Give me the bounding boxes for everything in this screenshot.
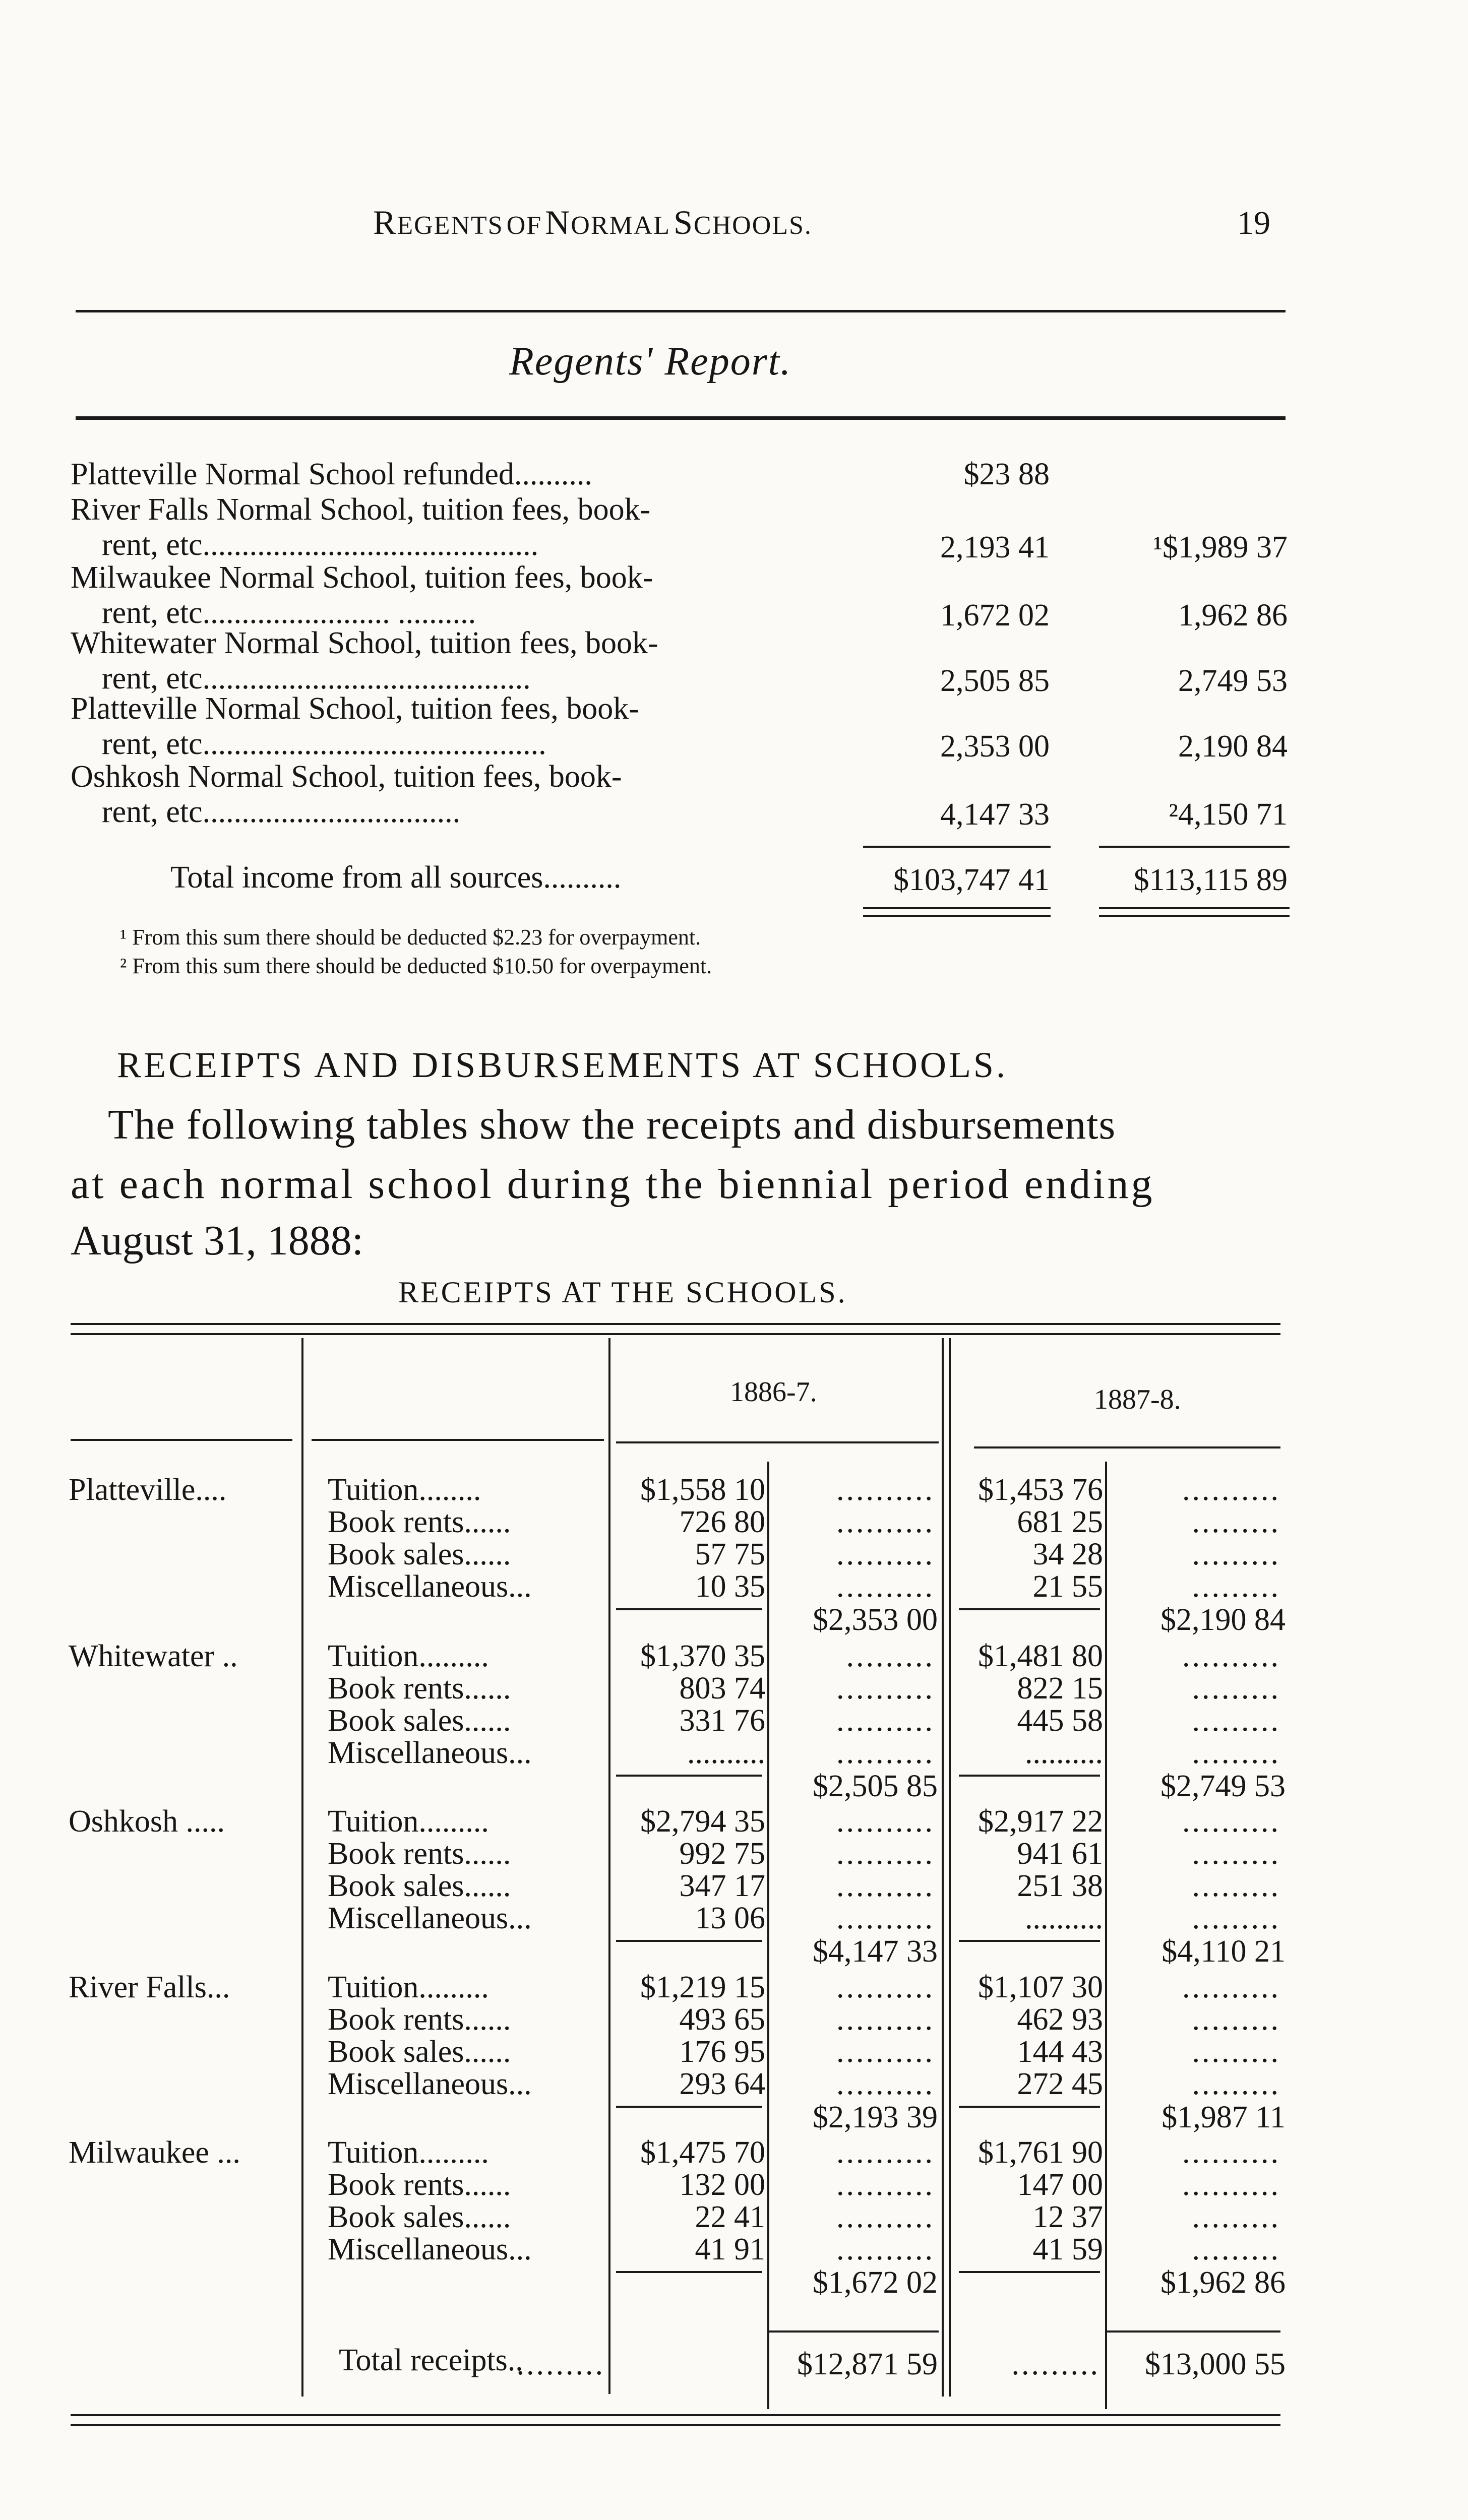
income-row-label: Whitewater Normal School, tuition fees, book- [71, 626, 658, 660]
total-receipts-label: Total receipts.. [339, 2343, 523, 2377]
receipt-item-1886-7: 726 80 [679, 1505, 765, 1539]
intro-line: at each normal school during the biennial period ending [71, 1161, 1155, 1208]
section-heading: RECEIPTS AND DISBURSEMENTS AT SCHOOLS. [117, 1045, 1008, 1085]
receipt-item-1887-8: 12 37 [1032, 2200, 1103, 2234]
col-divider [608, 1338, 610, 2394]
receipt-item-1887-8: 272 45 [1017, 2067, 1103, 2101]
receipt-item-label: Book sales...... [328, 1704, 511, 1738]
receipt-item-label: Book sales...... [328, 2200, 511, 2234]
receipt-item-label: Book rents...... [328, 1671, 511, 1706]
year-header-1886-7: 1886-7. [730, 1376, 817, 1408]
receipt-item-dots-1886-7: .......... [836, 1473, 935, 1507]
total-income-label: Total income from all sources.......... [170, 860, 622, 895]
receipt-item-1886-7: 22 41 [695, 2200, 765, 2234]
total-income-1888: $113,115 89 [1133, 863, 1288, 897]
table-bottom-rule [71, 2424, 1280, 2426]
receipt-item-dots-1886-7: .......... [836, 2035, 935, 2069]
receipt-item-1887-8: $1,107 30 [978, 1970, 1103, 2004]
subtotal-rule [959, 1775, 1100, 1777]
receipt-item-dots-1886-7: .......... [836, 2168, 935, 2202]
receipt-item-1887-8: 147 00 [1017, 2168, 1103, 2202]
receipt-item-label: Miscellaneous... [328, 1569, 532, 1604]
school-total-1887-8: $2,190 84 [1160, 1603, 1286, 1637]
receipt-item-1886-7: 331 76 [679, 1704, 765, 1738]
receipt-item-dots-1886-7: .......... [836, 1704, 935, 1738]
subtotal-rule [616, 1608, 762, 1610]
intro-line: August 31, 1888: [71, 1217, 364, 1264]
receipt-item-label: Book rents...... [328, 2002, 511, 2037]
income-row-value-1888: 1,962 86 [1178, 598, 1288, 633]
receipt-item-label: Miscellaneous... [328, 1736, 532, 1770]
footnote: ² From this sum there should be deducted $10.50 for overpayment. [120, 954, 712, 978]
receipt-item-1887-8: 941 61 [1017, 1837, 1103, 1871]
table-top-rule [71, 1323, 1280, 1325]
table-bottom-rule [71, 2414, 1280, 2416]
receipt-item-1887-8: $1,453 76 [978, 1473, 1103, 1507]
receipt-item-dots-1886-7: ......... [846, 1639, 935, 1673]
receipt-item-dots-1887-8: ......... [1192, 2002, 1280, 2037]
receipt-item-dots-1886-7: .......... [836, 2200, 935, 2234]
receipt-item-dots-1887-8: .......... [1182, 2168, 1280, 2202]
receipt-item-1886-7: 293 64 [679, 2067, 765, 2101]
footnote: ¹ From this sum there should be deducted $2.23 for overpayment. [120, 925, 701, 950]
receipt-item-1886-7: $1,475 70 [640, 2135, 765, 2170]
receipt-item-dots-1887-8: ......... [1192, 1736, 1280, 1770]
page-number: 19 [1237, 205, 1270, 241]
receipt-item-label: Miscellaneous... [328, 2232, 532, 2266]
receipt-item-1886-7: $1,370 35 [640, 1639, 765, 1673]
receipt-item-1886-7: .......... [687, 1736, 765, 1770]
receipt-item-dots-1887-8: .......... [1182, 1804, 1280, 1839]
receipt-item-label: Tuition......... [328, 1804, 489, 1839]
receipt-item-1887-8: .......... [1025, 1736, 1103, 1770]
header-bottom-rule [71, 1439, 292, 1441]
receipt-item-dots-1887-8: ......... [1192, 2035, 1280, 2069]
school-name: Milwaukee ... [69, 2135, 240, 2170]
receipt-item-dots-1887-8: .......... [1182, 2135, 1280, 2170]
income-row-label-cont: rent, etc................................. [102, 795, 461, 829]
receipt-item-dots-1887-8: .......... [1182, 1970, 1280, 2004]
income-row-value-1888: 2,749 53 [1178, 664, 1288, 698]
receipt-item-1886-7: 13 06 [695, 1901, 765, 1935]
income-row-label-cont: rent, etc........................................... [102, 528, 539, 562]
receipt-item-label: Miscellaneous... [328, 2067, 532, 2101]
header-word: OF [506, 211, 542, 240]
subtotal-rule [959, 2106, 1100, 2108]
header-word-initial: S [674, 203, 694, 241]
income-row-value-1887: 4,147 33 [940, 797, 1050, 832]
school-total-1886-7: $1,672 02 [813, 2265, 938, 2300]
receipt-item-label: Book rents...... [328, 1837, 511, 1871]
school-name: River Falls... [69, 1970, 230, 2004]
receipt-item-dots-1887-8: ......... [1192, 2232, 1280, 2266]
school-name: Oshkosh ..... [69, 1804, 225, 1839]
table-top-rule [71, 1333, 1280, 1335]
receipt-item-dots-1887-8: ......... [1192, 1837, 1280, 1871]
receipt-item-label: Book sales...... [328, 1869, 511, 1903]
header-bottom-rule [312, 1439, 604, 1441]
receipt-item-dots-1887-8: ......... [1192, 1671, 1280, 1706]
receipt-item-dots-1886-7: .......... [836, 2067, 935, 2101]
income-row-label-cont: rent, etc............................................ [102, 727, 546, 761]
receipt-item-1887-8: 462 93 [1017, 2002, 1103, 2037]
receipt-item-dots-1886-7: .......... [836, 2002, 935, 2037]
receipt-item-label: Book sales...... [328, 1537, 511, 1571]
receipt-item-dots-1886-7: .......... [836, 1901, 935, 1935]
income-row-label: Milwaukee Normal School, tuition fees, book- [71, 560, 653, 595]
receipt-item-1886-7: 803 74 [679, 1671, 765, 1706]
receipt-item-dots-1886-7: .......... [836, 1736, 935, 1770]
intro-line: The following tables show the receipts and disbursements [108, 1101, 1116, 1148]
receipt-item-dots-1887-8: ......... [1192, 1869, 1280, 1903]
total-rule-1887 [863, 846, 1051, 848]
total-receipts-1887-8: $13,000 55 [1145, 2347, 1286, 2381]
receipt-item-1887-8: $1,761 90 [978, 2135, 1103, 2170]
receipt-item-dots-1886-7: .......... [836, 1837, 935, 1871]
school-total-1887-8: $2,749 53 [1160, 1769, 1286, 1803]
school-total-1886-7: $2,505 85 [813, 1769, 938, 1803]
receipt-item-1887-8: $1,481 80 [978, 1639, 1103, 1673]
receipt-item-dots-1886-7: .......... [836, 1869, 935, 1903]
receipt-item-1887-8: 251 38 [1017, 1869, 1103, 1903]
receipt-item-1887-8: 822 15 [1017, 1671, 1103, 1706]
receipt-item-dots-1886-7: .......... [836, 2135, 935, 2170]
total-receipts-rule [767, 2330, 939, 2333]
col-divider [942, 1338, 944, 2397]
subtotal-rule [959, 1608, 1100, 1610]
table-title: RECEIPTS AT THE SCHOOLS. [398, 1276, 847, 1309]
header-word-initial: R [373, 203, 397, 241]
receipt-item-dots-1887-8: ......... [1192, 1901, 1280, 1935]
receipt-item-dots-1886-7: .......... [836, 2232, 935, 2266]
school-total-1886-7: $2,353 00 [813, 1603, 938, 1637]
receipt-item-label: Tuition........ [328, 1473, 481, 1507]
receipt-item-1886-7: 132 00 [679, 2168, 765, 2202]
receipt-item-1887-8: 34 28 [1032, 1537, 1103, 1571]
total-income-1887: $103,747 41 [893, 863, 1050, 897]
receipt-item-label: Tuition......... [328, 2135, 489, 2170]
subtotal-rule [616, 1775, 762, 1777]
income-row-value-1887: 1,672 02 [940, 598, 1050, 633]
receipt-item-dots-1887-8: ......... [1192, 1704, 1280, 1738]
total-double-rule-1887 [863, 915, 1051, 917]
col-divider [301, 1338, 303, 2397]
income-row-label: Platteville Normal School, tuition fees, book- [71, 691, 639, 726]
receipt-item-1887-8: 681 25 [1017, 1505, 1103, 1539]
receipt-item-dots-1886-7: .......... [836, 1804, 935, 1839]
receipt-item-1886-7: 176 95 [679, 2035, 765, 2069]
income-row-label-cont: rent, etc........................ .......... [102, 596, 476, 630]
header-bottom-rule [616, 1441, 939, 1443]
header-rule [76, 310, 1286, 312]
receipt-item-1886-7: 10 35 [695, 1569, 765, 1604]
receipt-item-1887-8: 445 58 [1017, 1704, 1103, 1738]
total-receipts-1886-7: $12,871 59 [797, 2347, 938, 2381]
total-receipts-dots-1887-8: ......... [1011, 2347, 1100, 2381]
total-receipts-dots-1886-7: ......... [516, 2347, 605, 2381]
receipt-item-label: Book rents...... [328, 2168, 511, 2202]
receipt-item-1887-8: 144 43 [1017, 2035, 1103, 2069]
report-subtitle: Regents' Report. [509, 339, 792, 384]
receipt-item-1886-7: $1,558 10 [640, 1473, 765, 1507]
school-total-1887-8: $1,987 11 [1161, 2100, 1286, 2134]
receipt-item-dots-1887-8: ......... [1192, 1505, 1280, 1539]
year-header-1887-8: 1887-8. [1094, 1384, 1181, 1415]
income-row-label-cont: rent, etc.......................................... [102, 661, 531, 696]
receipt-item-dots-1887-8: .......... [1182, 1639, 1280, 1673]
income-row-value-1887: 2,505 85 [940, 664, 1050, 698]
income-row-value-1888: ²4,150 71 [1169, 797, 1288, 832]
receipt-item-1886-7: 992 75 [679, 1837, 765, 1871]
subtotal-rule [616, 2271, 762, 2273]
subtotal-rule [616, 1940, 762, 1942]
receipt-item-label: Tuition......... [328, 1639, 489, 1673]
header-word: ORMAL [571, 211, 671, 240]
receipt-item-label: Book sales...... [328, 2035, 511, 2069]
receipt-item-1886-7: 493 65 [679, 2002, 765, 2037]
subtotal-rule [959, 2271, 1100, 2273]
receipt-item-label: Tuition......... [328, 1970, 489, 2004]
total-double-rule-1888 [1099, 915, 1290, 917]
subtotal-rule [959, 1940, 1100, 1942]
income-row-label: River Falls Normal School, tuition fees, book- [71, 492, 651, 527]
receipt-item-1886-7: 41 91 [695, 2232, 765, 2266]
income-row-label: Oshkosh Normal School, tuition fees, book- [71, 760, 622, 794]
receipt-item-1887-8: 41 59 [1032, 2232, 1103, 2266]
school-total-1887-8: $4,110 21 [1161, 1934, 1286, 1969]
total-rule-1888 [1099, 846, 1290, 848]
subtitle-rule [76, 416, 1286, 420]
receipt-item-1887-8: $2,917 22 [978, 1804, 1103, 1839]
receipt-item-1886-7: $1,219 15 [640, 1970, 765, 2004]
receipt-item-1887-8: .......... [1025, 1901, 1103, 1935]
col-divider [767, 1462, 769, 2409]
receipt-item-dots-1886-7: .......... [836, 1569, 935, 1604]
receipt-item-label: Miscellaneous... [328, 1901, 532, 1935]
running-header [373, 203, 812, 242]
income-row-value-1887: 2,193 41 [940, 530, 1050, 564]
receipt-item-dots-1887-8: ......... [1192, 1537, 1280, 1571]
receipt-item-dots-1886-7: .......... [836, 1505, 935, 1539]
income-row-value-1887: 2,353 00 [940, 729, 1050, 764]
income-row-value-1888: ¹$1,989 37 [1153, 530, 1288, 564]
school-total-1886-7: $2,193 39 [813, 2100, 938, 2134]
income-row-label: Platteville Normal School refunded.......... [71, 457, 592, 491]
receipt-item-1886-7: 57 75 [695, 1537, 765, 1571]
school-name: Whitewater .. [69, 1639, 238, 1673]
receipt-item-dots-1886-7: .......... [836, 1537, 935, 1571]
header-bottom-rule [974, 1446, 1280, 1448]
header-word: EGENTS [397, 211, 504, 240]
subtotal-rule [616, 2106, 762, 2108]
receipt-item-dots-1886-7: .......... [836, 1671, 935, 1706]
col-divider [949, 1338, 951, 2397]
receipt-item-dots-1887-8: ......... [1192, 2067, 1280, 2101]
header-word: CHOOLS. [693, 211, 812, 240]
receipt-item-1886-7: 347 17 [679, 1869, 765, 1903]
receipt-item-label: Book rents...... [328, 1505, 511, 1539]
receipt-item-1887-8: 21 55 [1032, 1569, 1103, 1604]
receipt-item-dots-1886-7: .......... [836, 1970, 935, 2004]
col-divider [1105, 1462, 1107, 2409]
receipt-item-dots-1887-8: .......... [1182, 1473, 1280, 1507]
school-name: Platteville.... [69, 1473, 227, 1507]
total-receipts-rule [1105, 2330, 1280, 2333]
receipt-item-dots-1887-8: ......... [1192, 1569, 1280, 1604]
receipt-item-1886-7: $2,794 35 [640, 1804, 765, 1839]
total-double-rule-1888 [1099, 907, 1290, 909]
school-total-1886-7: $4,147 33 [813, 1934, 938, 1969]
income-row-value-1888: 2,190 84 [1178, 729, 1288, 764]
school-total-1887-8: $1,962 86 [1160, 2265, 1286, 2300]
income-row-value-1887: $23 88 [963, 457, 1050, 491]
header-word-initial: N [545, 203, 571, 241]
receipt-item-dots-1887-8: ......... [1192, 2200, 1280, 2234]
total-double-rule-1887 [863, 907, 1051, 909]
